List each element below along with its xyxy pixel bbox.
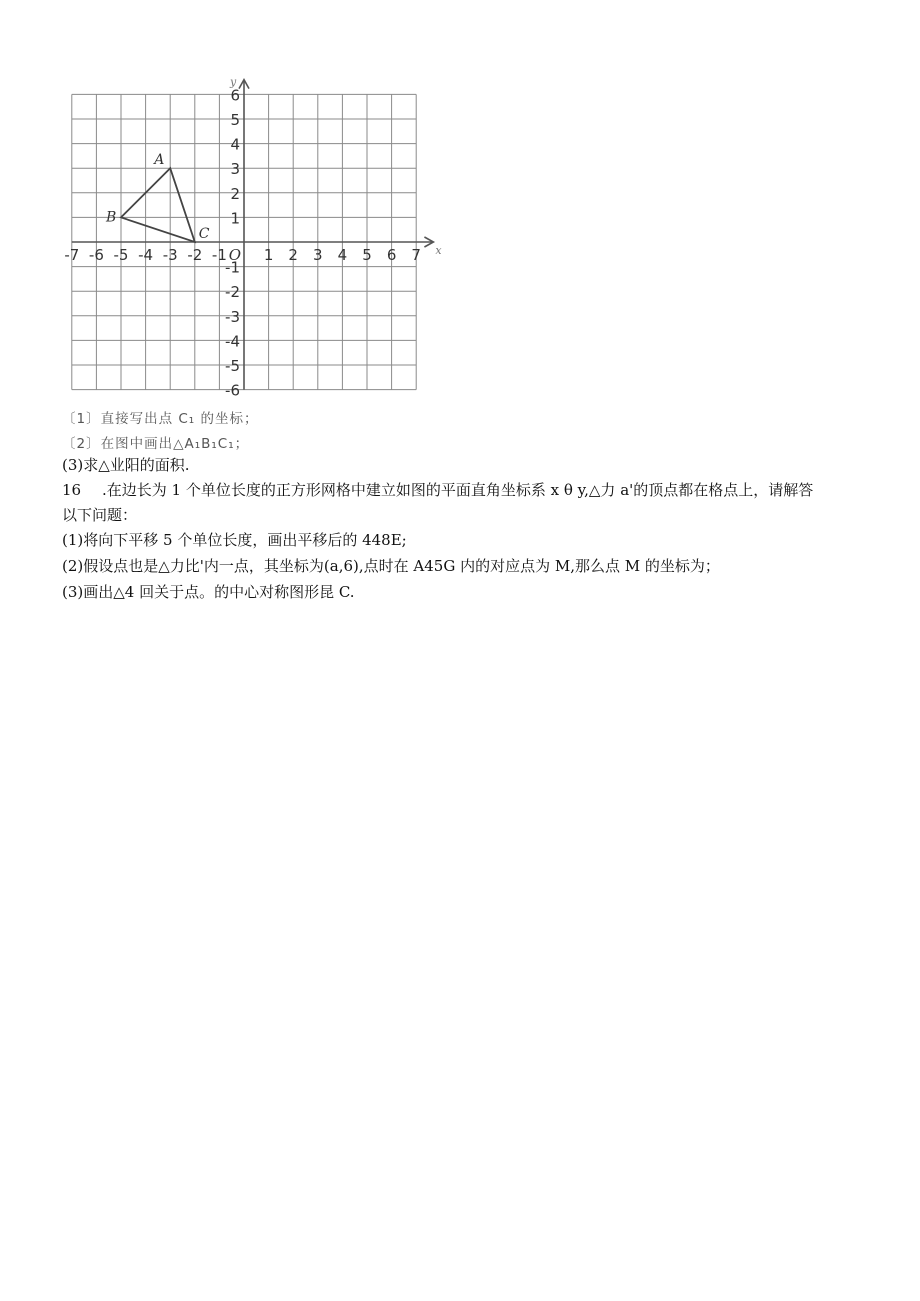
question-part-3: (3)求△业阳的面积. — [62, 456, 190, 474]
question-16 — [62, 480, 813, 500]
x-tick-label: 1 — [263, 246, 274, 264]
x-tick-label: -2 — [187, 246, 203, 264]
x-tick-label: -1 — [211, 246, 227, 264]
y-tick-label: -6 — [225, 381, 240, 398]
grid-svg — [58, 74, 442, 398]
question-16-text: .在边长为 1 个单位长度的正方形网格中建立如图的平面直角坐标系 x θ y,△力 a'的顶点都在格点上，请解答 — [102, 481, 814, 499]
caption-2: 〔2〕在图中画出△A₁B₁C₁； — [62, 436, 250, 452]
y-tick-label: -2 — [225, 283, 240, 302]
x-tick-label: -6 — [88, 246, 104, 264]
y-axis-label: y — [230, 75, 237, 89]
x-tick-label: -3 — [162, 246, 178, 264]
y-tick-label: 6 — [230, 86, 240, 105]
y-tick-label: 2 — [230, 184, 240, 203]
y-tick-label: 4 — [230, 135, 240, 154]
sub-question-1: (1)将向下平移 5 个单位长度，画出平移后的 448E; — [62, 531, 407, 549]
y-tick-label: -1 — [225, 258, 240, 277]
y-tick-label: 1 — [230, 209, 240, 228]
x-tick-label: -4 — [138, 246, 154, 264]
triangle-abc — [121, 168, 195, 242]
y-tick-label: -3 — [225, 307, 240, 326]
vertex-label-c: C — [198, 226, 210, 242]
y-tick-label: 3 — [230, 160, 240, 179]
y-tick-label: -5 — [225, 357, 240, 375]
x-axis-label: x — [435, 244, 442, 257]
y-tick-label: -4 — [225, 332, 240, 351]
x-tick-label: 5 — [362, 246, 372, 264]
coordinate-grid-figure — [58, 74, 442, 398]
vertex-label-b: B — [106, 209, 117, 226]
x-tick-label: 7 — [411, 246, 421, 264]
origin-label: O — [228, 246, 241, 264]
x-tick-label: 6 — [386, 246, 397, 264]
sub-question-2: (2)假设点也是△力比'内一点，其坐标为(a,6),点时在 A45G 内的对应点为 M,那么点 M 的坐标为； — [62, 557, 720, 575]
vertex-label-a: A — [154, 152, 165, 169]
x-tick-label: 4 — [337, 246, 348, 264]
x-tick-label: 3 — [313, 246, 323, 264]
x-tick-label: 2 — [288, 246, 298, 264]
x-tick-label: -7 — [64, 246, 80, 264]
question-number: 16 — [62, 481, 82, 499]
x-tick-label: -5 — [113, 246, 129, 264]
question-16-continuation: 以下问题： — [62, 506, 138, 524]
caption-1: 〔1〕直接写出点 C₁ 的坐标； — [62, 411, 259, 427]
y-tick-label: 5 — [230, 111, 240, 129]
sub-question-3: (3)画出△4 回关于点。的中心对称图形昆 C. — [62, 583, 355, 601]
